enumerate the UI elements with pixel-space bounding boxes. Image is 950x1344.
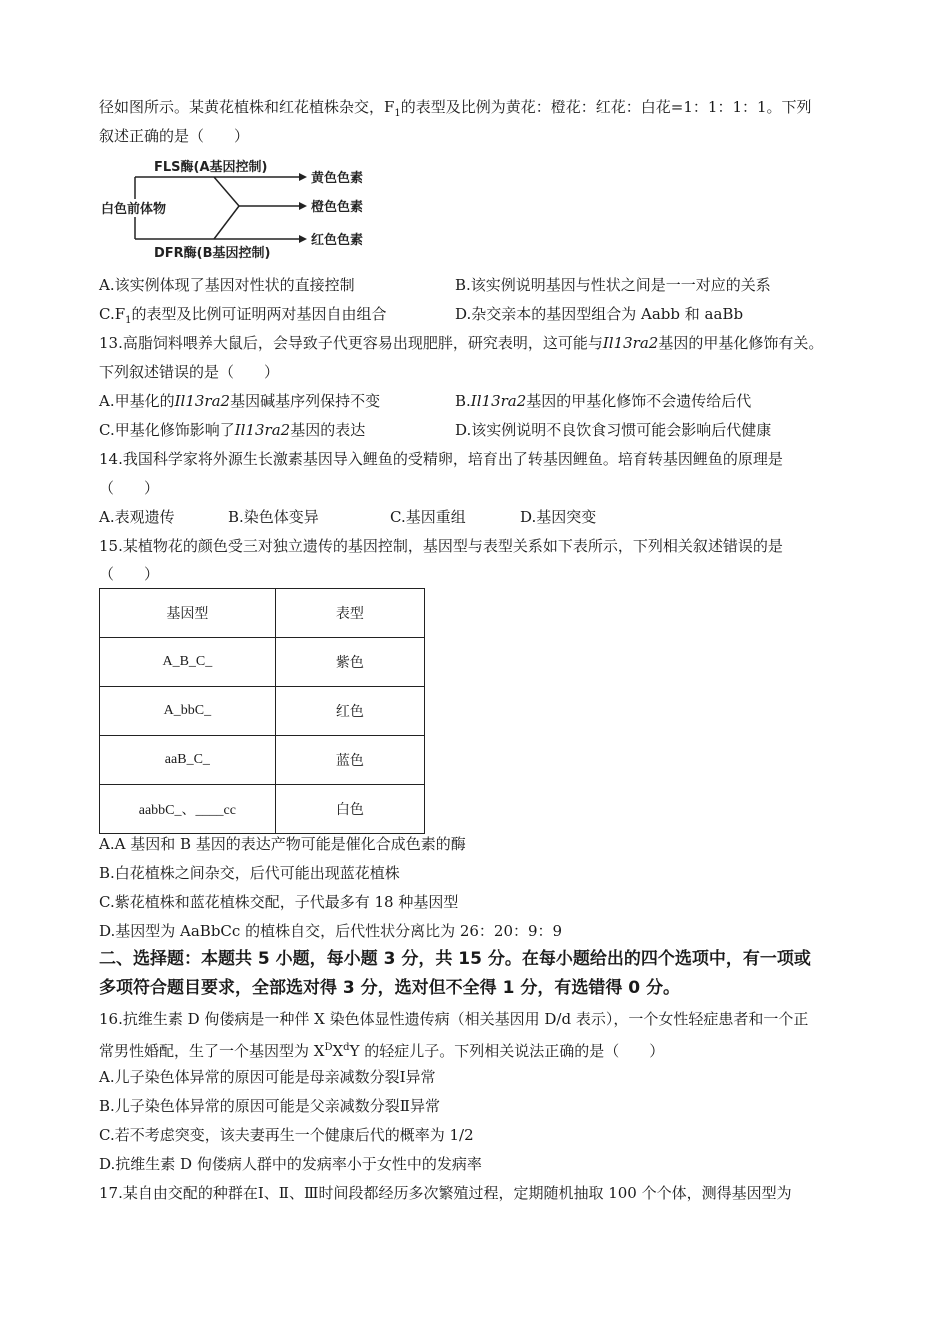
q13-option-b-pre: B. bbox=[455, 392, 471, 410]
q14-line2: （ ） bbox=[99, 479, 160, 497]
q12-option-b: B.该实例说明基因与性状之间是一一对应的关系 bbox=[455, 276, 771, 294]
q16-x: X bbox=[332, 1042, 344, 1060]
q16-option-a: A.儿子染色体异常的原因可能是母亲减数分裂Ⅰ异常 bbox=[99, 1068, 436, 1086]
q17-line1: 17.某自由交配的种群在Ⅰ、Ⅱ、Ⅲ时间段都经历多次繁殖过程，定期随机抽取 100 个个体，测得基因型为 bbox=[99, 1184, 792, 1202]
q13-option-b bbox=[455, 390, 751, 412]
table-row bbox=[100, 785, 425, 834]
header-genotype: 基因型 bbox=[100, 589, 276, 638]
q12-option-d: D.杂交亲本的基因型组合为 Aabb 和 aaBb bbox=[455, 305, 744, 323]
q12-option-a: A.该实例体现了基因对性状的直接控制 bbox=[99, 276, 355, 294]
q13-option-d: D.该实例说明不良饮食习惯可能会影响后代健康 bbox=[455, 421, 772, 439]
q12-line1-tail: 的表型及比例为黄花：橙花：红花：白花=1：1：1：1。下列 bbox=[400, 98, 812, 116]
header-phenotype: 表型 bbox=[275, 589, 424, 638]
q13-option-a-tail: 基因碱基序列保持不变 bbox=[230, 392, 381, 410]
orange-pigment-label: 橙色色素 bbox=[311, 200, 364, 215]
q13-option-c-gene: Il13ra2 bbox=[234, 421, 291, 439]
q12-line2: 叙述正确的是（ ） bbox=[99, 127, 250, 145]
q14-option-d: D.基因突变 bbox=[520, 508, 597, 526]
q13-option-a bbox=[99, 390, 380, 412]
table-row bbox=[100, 638, 425, 687]
phenotype-cell: 白色 bbox=[275, 785, 424, 834]
q12-option-c bbox=[99, 303, 387, 332]
q13-line2: 下列叙述错误的是（ ） bbox=[99, 363, 280, 381]
q14-option-a: A.表观遗传 bbox=[99, 508, 175, 526]
q16-option-b: B.儿子染色体异常的原因可能是父亲减数分裂Ⅱ异常 bbox=[99, 1097, 440, 1115]
q16-option-d: D.抗维生素 D 佝偻病人群中的发病率小于女性中的发病率 bbox=[99, 1155, 482, 1173]
q16-line2-tail: Y 的轻症儿子。下列相关说法正确的是（ ） bbox=[349, 1042, 665, 1060]
q12-line1-sub: 1 bbox=[394, 108, 401, 119]
q13-option-c bbox=[99, 419, 365, 441]
q13-line1-tail: 基因的甲基化修饰有关。 bbox=[658, 334, 824, 352]
dfr-enzyme-label: DFR酶(B基因控制) bbox=[154, 246, 271, 261]
merge-line-bottom bbox=[214, 206, 239, 239]
q13-gene-name: Il13ra2 bbox=[602, 334, 659, 352]
bottom-arrowhead bbox=[299, 235, 307, 243]
q15-option-d: D.基因型为 AaBbCc 的植株自交，后代性状分离比为 26：20：9：9 bbox=[99, 922, 563, 940]
q13-line1-pre: 13.高脂饲料喂养大鼠后，会导致子代更容易出现肥胖，研究表明，这可能与 bbox=[99, 334, 603, 352]
phenotype-cell: 紫色 bbox=[275, 638, 424, 687]
q13-option-a-pre: A.甲基化的 bbox=[99, 392, 175, 410]
genotype-cell: A_bbC_ bbox=[100, 687, 276, 736]
q12-line1 bbox=[99, 96, 812, 125]
q15-line1: 15.某植物花的颜色受三对独立遗传的基因控制，基因型与表型关系如下表所示，下列相关叙述错误的是 bbox=[99, 537, 783, 555]
q12-option-c-tail: 的表型及比例可证明两对基因自由组合 bbox=[131, 305, 387, 323]
table-row bbox=[100, 736, 425, 785]
q13-option-b-gene: Il13ra2 bbox=[470, 392, 527, 410]
q13-option-c-pre: C.甲基化修饰影响了 bbox=[99, 421, 235, 439]
genotype-phenotype-table bbox=[99, 588, 425, 834]
section2-heading-line2: 多项符合题目要求，全部选对得 3 分，选对但不全得 1 分，有选错得 0 分。 bbox=[99, 978, 680, 998]
red-pigment-label: 红色色素 bbox=[311, 233, 364, 248]
table-header-row bbox=[100, 589, 425, 638]
table-row bbox=[100, 687, 425, 736]
q16-line1: 16.抗维生素 D 佝偻病是一种伴 X 染色体显性遗传病（相关基因用 D/d 表示），一个女性轻症患者和一个正 bbox=[99, 1010, 809, 1028]
q13-line1 bbox=[99, 332, 823, 354]
q14-line1: 14.我国科学家将外源生长激素基因导入鲤鱼的受精卵，培育出了转基因鲤鱼。培育转基因鲤鱼的原理是 bbox=[99, 450, 783, 468]
q13-option-c-tail: 基因的表达 bbox=[290, 421, 366, 439]
q16-sup-small-d: d bbox=[343, 1042, 350, 1053]
q16-option-c: C.若不考虑突变，该夫妻再生一个健康后代的概率为 1/2 bbox=[99, 1126, 474, 1144]
q15-line2: （ ） bbox=[99, 565, 160, 583]
q16-sup-d: D bbox=[324, 1042, 333, 1053]
pigment-pathway-diagram bbox=[99, 155, 399, 265]
genotype-cell: aabbC_、____cc bbox=[100, 785, 276, 834]
q15-option-a: A.A 基因和 B 基因的表达产物可能是催化合成色素的酶 bbox=[99, 835, 466, 853]
genotype-cell: aaB_C_ bbox=[100, 736, 276, 785]
phenotype-cell: 红色 bbox=[275, 687, 424, 736]
yellow-pigment-label: 黄色色素 bbox=[311, 171, 364, 186]
fls-enzyme-label: FLS酶(A基因控制) bbox=[154, 160, 268, 175]
q16-line2 bbox=[99, 1037, 664, 1062]
phenotype-cell: 蓝色 bbox=[275, 736, 424, 785]
middle-arrowhead bbox=[299, 202, 307, 210]
precursor-label: 白色前体物 bbox=[101, 202, 167, 217]
q14-option-b: B.染色体变异 bbox=[228, 508, 319, 526]
q15-option-b: B.白花植株之间杂交，后代可能出现蓝花植株 bbox=[99, 864, 400, 882]
q12-option-c-pre: C.F bbox=[99, 305, 126, 323]
q13-option-b-tail: 基因的甲基化修饰不会遗传给后代 bbox=[526, 392, 752, 410]
section2-heading-line1: 二、选择题：本题共 5 小题，每小题 3 分，共 15 分。在每小题给出的四个选项中，有一项或 bbox=[99, 949, 811, 969]
q16-line2-pre: 常男性婚配，生了一个基因型为 X bbox=[99, 1042, 325, 1060]
top-arrowhead bbox=[299, 173, 307, 181]
q12-option-c-sub: 1 bbox=[125, 315, 132, 326]
merge-line-top bbox=[214, 177, 239, 206]
genotype-cell: A_B_C_ bbox=[100, 638, 276, 687]
q15-option-c: C.紫花植株和蓝花植株交配，子代最多有 18 种基因型 bbox=[99, 893, 459, 911]
q13-option-a-gene: Il13ra2 bbox=[174, 392, 231, 410]
q12-line1-text: 径如图所示。某黄花植株和红花植株杂交，F bbox=[99, 98, 395, 116]
q14-option-c: C.基因重组 bbox=[390, 508, 466, 526]
